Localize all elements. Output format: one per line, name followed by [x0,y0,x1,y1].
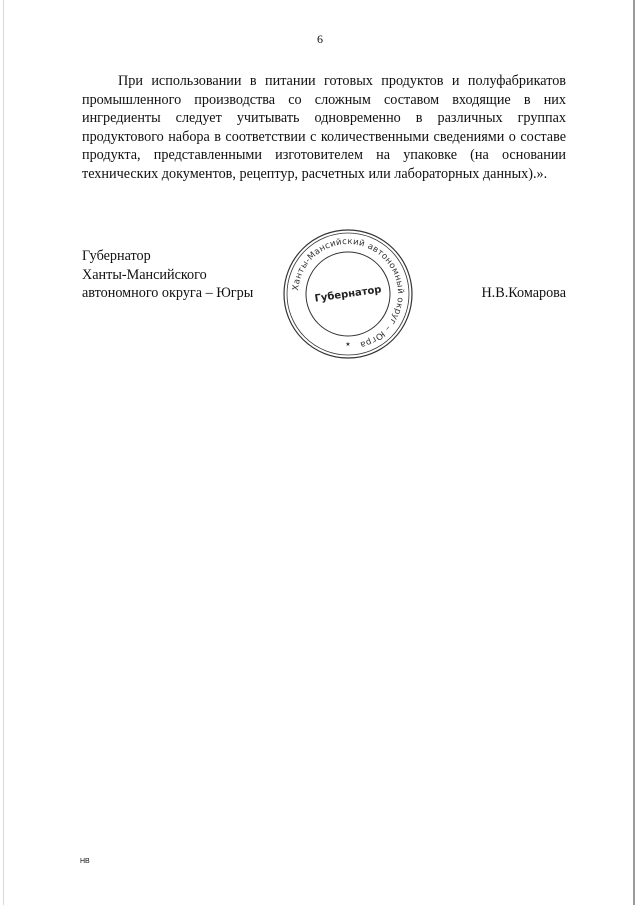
body-paragraph: При использовании в питании готовых продуктов и полуфабрикатов промышленного производства со сложным составом входящие в них ингредиенты следует учитывать одновременно в различных группах продуктового набора в соответствии с количественными сведениями о составе продукта, представленными изготовителем на упаковке (на основании технических документов, рецептур, расчетных или лабораторных данных).». [82,73,566,182]
seal-stamp-icon [280,226,416,362]
signer-title-line-3: автономного округа – Югры [82,285,254,302]
footer-initials: НВ [80,858,90,865]
seal-ring-text: Ханты-Мансийский автономный округ – Югра [291,236,406,350]
signer-title-line-2: Ханты-Мансийского [82,266,207,283]
scan-edge-left [3,0,4,905]
seal-center-text: Губернатор [313,284,383,305]
official-seal [280,226,416,362]
signer-title [82,247,282,303]
scan-edge-right [633,0,635,905]
page-number: 6 [317,32,323,46]
signer-name: Н.В.Комарова [481,285,566,301]
seal-star-icon: ★ [345,341,351,348]
signer-title-line-1: Губернатор [82,248,151,264]
